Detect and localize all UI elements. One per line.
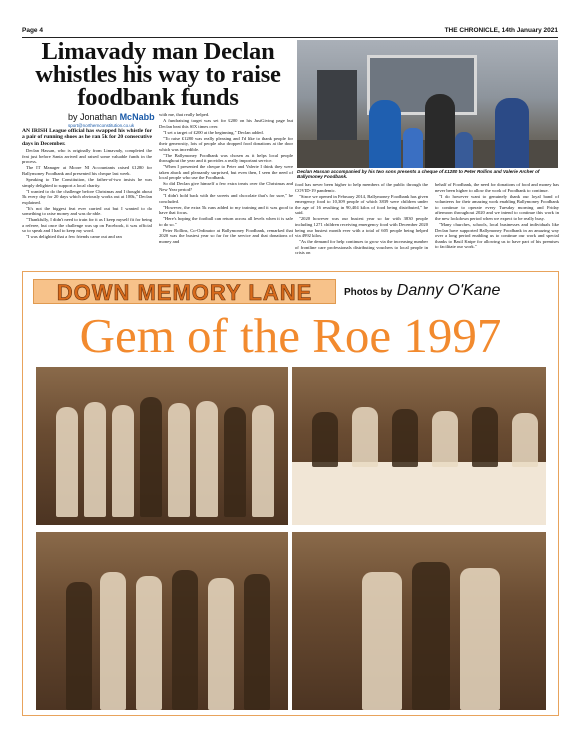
paragraph: "Many churches, schools, local businesses and individuals like Declan have supported Ballymoney Foodbank in an amazing way over a long period enabling us to continue our work and special thanks to Basil Knipe for allowing us to have part of his premises to facilitate our work."	[435, 221, 559, 250]
paragraph: "Since we opened in February 2014, Ballymoney Foodbank has given emergency food to 10,309 people of which 3839 were children under the age of 16 resulting in 90,404 kilos of food being distributed," he said.	[295, 193, 428, 216]
memory-lane-banner-text: DOWN MEMORY LANE	[56, 280, 313, 305]
article-column-4	[435, 182, 559, 250]
headline: Limavady man Declan whistles his way to raise foodbank funds	[35, 38, 281, 111]
page-header	[22, 27, 558, 37]
paragraph: "To raise £1280 was really pleasing and I'd like to thank people for their generosity, lots of people also dropped food donations at the door which was incredible.	[159, 135, 293, 152]
paragraph: "It's not the biggest feat ever carried out but I wanted to do something to raise money and was do-able.	[22, 205, 152, 217]
paragraph: behalf of Foodbank, the need for donations of food and money has never been higher to allow the work of Foodbank to continue.	[435, 182, 559, 193]
paragraph: food has never been higher to help members of the public through the COVID-19 pandemic.	[295, 182, 428, 193]
paragraph: "I do however want to genuinely thank our loyal band of volunteers for their amazing work enabling Ballymoney Foodbank to continue to operate every Tuesday morning and Friday afternoon throughout 2020 and we intend to continue this work in the new lockdown period when we expect to be really busy.	[435, 193, 559, 221]
paragraph: "However, the extra 5k runs added to my training and it was good to have that focus.	[159, 204, 293, 216]
paragraph: "2020 however was our busiest year so far with 3830 people including 1271 children receiving emergency food with December 2020 being our busiest month ever with a total of 605 people being helped via 4992 kilos.	[295, 216, 428, 239]
archive-photo-group	[36, 367, 288, 525]
paragraph: Speaking to The Constitution, the father-of-two insists he was simply delighted to support a local charity.	[22, 176, 152, 188]
paragraph: So did Declan give himself a few extra treats over the Christmas and New Year period?	[159, 181, 293, 193]
paragraph: "I set a target of £200 at the beginning," Declan added.	[163, 129, 264, 135]
paragraph: "Thankfully, I didn't need to train for it as I keep myself fit for being a referee, but once the challenge was up on Facebook, it was official so to speak and I had to keep my word.	[22, 217, 152, 234]
paragraph: "The Ballymoney Foodbank was chosen as it helps local people throughout the year and it provides a really important service.	[159, 152, 293, 164]
photo-caption: Declan Hassan accompanied by his two sons presents a cheque of £1280 to Peter Rollins and Valerie Archer of Ballymoney Foodbank.	[297, 169, 540, 180]
article-column-2	[159, 112, 293, 245]
paragraph: "I wanted to do the challenge before Christmas and I thought about 5k every day for 20 days which obviously works out at 100k," Declan explained.	[22, 188, 152, 205]
photos-by-label: Photos by	[344, 287, 393, 298]
paragraph: "I didn't hold back with the sweets and chocolate that's for sure," he concluded.	[159, 193, 293, 204]
paragraph: A fundraising target was set for £200 on his JustGiving page but Declan beat this SIX times over.	[159, 117, 293, 129]
byline-prefix: by Jonathan	[68, 112, 118, 122]
paragraph: "When I presented the cheque to Peter and Valerie I think they were taken aback and pleasantly surprised, but even then, I seen the need of local people who use the Foodbank.	[159, 164, 293, 181]
byline-name: McNabb	[119, 112, 155, 122]
article-column-1	[22, 128, 152, 240]
paper-name-date: THE CHRONICLE, 14th January 2021	[444, 27, 558, 34]
byline-email[interactable]: sport@northernconstitution.co.uk	[68, 123, 135, 128]
paragraph: "I was delighted that a few friends came out and ran	[26, 234, 122, 240]
article-column-3	[295, 182, 428, 256]
article-lead: AN IRISH League official has swapped his whistle for a pair of running shoes as he ran 5k for 20 consecutive days in December.	[22, 128, 152, 147]
paragraph: Declan Hassan, who is originally from Limavady, completed the feat just before Santa arrived and raised some valuable funds in the process.	[22, 148, 152, 165]
photographer-name: Danny O'Kane	[396, 282, 501, 299]
cheque-presentation-photo	[297, 40, 558, 168]
photo-credit	[344, 282, 500, 300]
archive-photo-contestants	[36, 532, 288, 710]
memory-lane-title: Gem of the Roe 1997	[79, 308, 502, 363]
paragraph: "Here's hoping the football can return across all levels when it is safe to do so."	[159, 216, 293, 227]
page-number: Page 4	[22, 27, 43, 34]
paragraph: The IT Manager at Moore NI Accountants raised £1280 for Ballymoney Foodbank and presented his cheque last week.	[22, 165, 152, 176]
paragraph: "As the demand for help continues to grow via the increasing number of frontline care professionals distributing vouchers to local people in crisis on	[295, 239, 428, 256]
archive-photo-winners	[292, 532, 546, 710]
archive-photo-judges	[292, 367, 546, 525]
paragraph: Peter Rollins, Co-Ordinator at Ballymoney Foodbank, remarked that 2020 was the busiest year so far for the service and that donations of money and	[159, 227, 293, 244]
paragraph: with me, that really helped.	[159, 112, 210, 117]
memory-lane-banner	[33, 279, 336, 304]
